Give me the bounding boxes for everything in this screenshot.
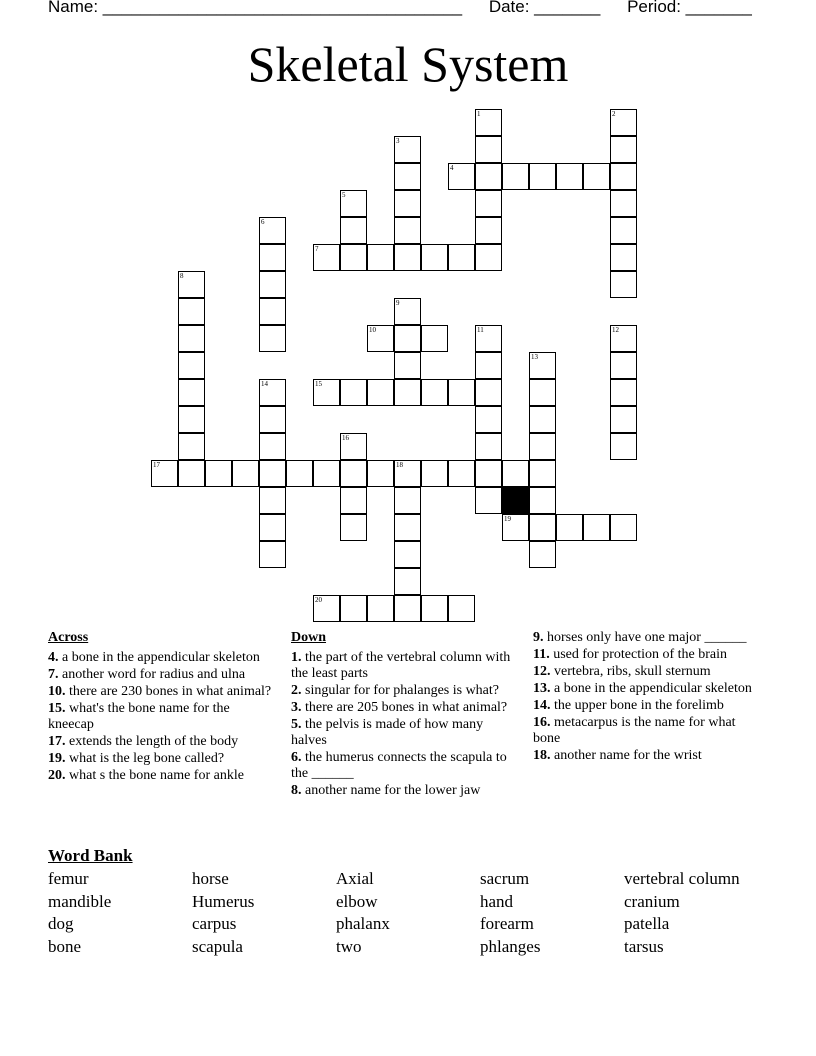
clue-number: 7 xyxy=(315,245,319,253)
clue-item xyxy=(291,650,516,682)
clue-text: singular for for phalanges is what? xyxy=(301,683,499,698)
crossword-cell[interactable] xyxy=(394,190,421,217)
word-bank-item: cranium xyxy=(624,891,680,911)
crossword-cell[interactable] xyxy=(340,217,367,244)
crossword-cell[interactable] xyxy=(448,244,475,271)
word-bank-item: tarsus xyxy=(624,937,664,957)
clue-item xyxy=(48,768,273,784)
crossword-cell[interactable] xyxy=(475,433,502,460)
clue-item xyxy=(533,630,763,646)
across-heading: Across xyxy=(48,630,89,645)
crossword-cell[interactable] xyxy=(421,244,448,271)
word-bank-item: femur xyxy=(48,869,89,888)
clue-number-label: 13. xyxy=(533,681,551,696)
crossword-cell[interactable] xyxy=(583,514,610,541)
crossword-cell[interactable] xyxy=(259,541,286,568)
crossword-cell[interactable] xyxy=(610,514,637,541)
crossword-cell[interactable] xyxy=(340,514,367,541)
clue-number-label: 4. xyxy=(48,650,59,665)
clue-number: 15 xyxy=(315,380,322,388)
clue-text: the part of the vertebral column with the least parts xyxy=(291,650,511,681)
clue-number-label: 14. xyxy=(533,698,551,713)
clue-number: 10 xyxy=(369,326,376,334)
down-clues xyxy=(291,630,516,800)
crossword-cell[interactable] xyxy=(313,595,340,622)
crossword-cell[interactable] xyxy=(394,163,421,190)
clue-item xyxy=(533,647,763,663)
clue-item xyxy=(48,751,273,767)
clue-number-label: 15. xyxy=(48,701,66,716)
clue-text: there are 230 bones in what animal? xyxy=(65,684,272,699)
word-bank-item: carpus xyxy=(192,914,237,934)
crossword-cell[interactable] xyxy=(529,433,556,460)
clue-number: 11 xyxy=(477,326,484,334)
crossword-cell[interactable] xyxy=(340,487,367,514)
word-bank xyxy=(48,868,788,959)
word-bank-item: patella xyxy=(624,914,670,934)
crossword-cell[interactable] xyxy=(448,379,475,406)
crossword-cell[interactable] xyxy=(529,541,556,568)
down-heading: Down xyxy=(291,630,327,645)
crossword-cell[interactable] xyxy=(610,109,637,136)
crossword-cell[interactable] xyxy=(178,460,205,487)
clue-text: what's the bone name for the kneecap xyxy=(48,701,230,732)
crossword-cell[interactable] xyxy=(502,460,529,487)
crossword-cell[interactable] xyxy=(475,136,502,163)
crossword-cell[interactable] xyxy=(529,163,556,190)
clue-number-label: 1. xyxy=(291,650,302,665)
crossword-cell[interactable] xyxy=(178,352,205,379)
crossword-cell[interactable] xyxy=(448,460,475,487)
clue-number: 1 xyxy=(477,110,481,118)
clue-item xyxy=(533,664,763,680)
crossword-cell[interactable] xyxy=(286,460,313,487)
crossword-cell[interactable] xyxy=(421,379,448,406)
word-bank-item: elbow xyxy=(336,891,378,911)
clue-number: 5 xyxy=(342,191,346,199)
crossword-cell[interactable] xyxy=(367,595,394,622)
crossword-cell[interactable] xyxy=(367,325,394,352)
crossword-cell[interactable] xyxy=(178,298,205,325)
word-bank-item: sacrum xyxy=(480,869,530,888)
crossword-cell[interactable] xyxy=(340,595,367,622)
crossword-cell[interactable] xyxy=(556,514,583,541)
clue-text: there are 205 bones in what animal? xyxy=(301,700,508,715)
clue-number: 4 xyxy=(450,164,454,172)
crossword-black-cell xyxy=(502,487,529,514)
clue-text: another word for radius and ulna xyxy=(58,667,246,682)
crossword-cell[interactable] xyxy=(394,595,421,622)
crossword-cell[interactable] xyxy=(502,514,529,541)
word-bank-item: dog xyxy=(48,914,74,934)
crossword-cell[interactable] xyxy=(448,595,475,622)
crossword-cell[interactable] xyxy=(610,433,637,460)
clue-item xyxy=(291,700,516,716)
clue-number-label: 10. xyxy=(48,684,66,699)
clue-item xyxy=(291,717,516,749)
clue-item xyxy=(291,750,516,782)
clue-item xyxy=(533,681,763,697)
clue-text: another name for the wrist xyxy=(550,748,702,763)
crossword-cell[interactable] xyxy=(340,460,367,487)
crossword-cell[interactable] xyxy=(394,298,421,325)
crossword-cell[interactable] xyxy=(529,406,556,433)
crossword-cell[interactable] xyxy=(610,325,637,352)
crossword-cell[interactable] xyxy=(259,406,286,433)
crossword-cell[interactable] xyxy=(259,298,286,325)
clue-item xyxy=(533,715,763,747)
crossword-cell[interactable] xyxy=(259,379,286,406)
crossword-cell[interactable] xyxy=(421,325,448,352)
crossword-cell[interactable] xyxy=(529,487,556,514)
word-bank-item: two xyxy=(336,937,362,957)
clue-text: horses only have one major ______ xyxy=(543,630,747,645)
clue-number: 17 xyxy=(153,461,160,469)
page-title: Skeletal System xyxy=(247,36,569,92)
crossword-cell[interactable] xyxy=(259,325,286,352)
clue-number: 8 xyxy=(180,272,184,280)
word-bank-item: forearm xyxy=(480,914,534,934)
crossword-cell[interactable] xyxy=(475,244,502,271)
word-bank-item: Humerus xyxy=(192,891,255,911)
crossword-cell[interactable] xyxy=(367,244,394,271)
clue-number-label: 2. xyxy=(291,683,302,698)
crossword-cell[interactable] xyxy=(475,460,502,487)
crossword-cell[interactable] xyxy=(556,163,583,190)
clue-text: the upper bone in the forelimb xyxy=(550,698,724,713)
clue-number-label: 7. xyxy=(48,667,59,682)
crossword-cell[interactable] xyxy=(610,190,637,217)
clue-number-label: 16. xyxy=(533,715,551,730)
crossword-cell[interactable] xyxy=(313,460,340,487)
crossword-cell[interactable] xyxy=(259,514,286,541)
crossword-cell[interactable] xyxy=(178,379,205,406)
crossword-cell[interactable] xyxy=(475,352,502,379)
crossword-cell[interactable] xyxy=(394,136,421,163)
crossword-cell[interactable] xyxy=(394,379,421,406)
clue-text: metacarpus is the name for what bone xyxy=(533,715,736,746)
date-field[interactable]: Date: _______ xyxy=(488,0,601,16)
word-bank-item: vertebral column xyxy=(624,869,740,888)
crossword-cell[interactable] xyxy=(583,163,610,190)
clue-number: 16 xyxy=(342,434,349,442)
crossword-cell[interactable] xyxy=(178,433,205,460)
word-bank-heading: Word Bank xyxy=(48,846,133,865)
clue-number-label: 17. xyxy=(48,734,66,749)
crossword-cell[interactable] xyxy=(340,190,367,217)
crossword-cell[interactable] xyxy=(394,568,421,595)
crossword-cell[interactable] xyxy=(205,460,232,487)
crossword-cell[interactable] xyxy=(421,595,448,622)
crossword-cell[interactable] xyxy=(448,163,475,190)
clue-number-label: 9. xyxy=(533,630,544,645)
clue-text: the humerus connects the scapula to the ______ xyxy=(291,750,507,781)
clue-item xyxy=(48,701,273,733)
clue-text: what is the leg bone called? xyxy=(65,751,225,766)
clue-text: vertebra, ribs, skull sternum xyxy=(550,664,711,679)
crossword-cell[interactable] xyxy=(367,379,394,406)
word-bank-item: phalanx xyxy=(336,914,390,934)
crossword-cell[interactable] xyxy=(178,325,205,352)
word-bank-item: Axial xyxy=(336,869,374,888)
crossword-cell[interactable] xyxy=(259,487,286,514)
crossword-cell[interactable] xyxy=(313,379,340,406)
crossword-cell[interactable] xyxy=(610,163,637,190)
crossword-cell[interactable] xyxy=(394,325,421,352)
crossword-cell[interactable] xyxy=(610,379,637,406)
clue-number: 2 xyxy=(612,110,616,118)
crossword-cell[interactable] xyxy=(178,271,205,298)
crossword-cell[interactable] xyxy=(529,514,556,541)
clue-text: extends the length of the body xyxy=(65,734,239,749)
clue-number: 19 xyxy=(504,515,511,523)
crossword-cell[interactable] xyxy=(151,460,178,487)
crossword-cell[interactable] xyxy=(394,541,421,568)
crossword-cell[interactable] xyxy=(610,352,637,379)
name-field[interactable]: Name: ______________________________________ xyxy=(48,0,463,16)
clue-number: 3 xyxy=(396,137,400,145)
down-clues-continued xyxy=(533,630,763,765)
clue-number-label: 12. xyxy=(533,664,551,679)
crossword-cell[interactable] xyxy=(259,244,286,271)
clue-number: 14 xyxy=(261,380,268,388)
word-bank-item: hand xyxy=(480,891,514,911)
clue-number-label: 18. xyxy=(533,748,551,763)
crossword-cell[interactable] xyxy=(475,190,502,217)
crossword-cell[interactable] xyxy=(610,136,637,163)
clue-number-label: 3. xyxy=(291,700,302,715)
period-field[interactable]: Period: _______ xyxy=(627,0,752,16)
clue-item xyxy=(533,698,763,714)
crossword-cell[interactable] xyxy=(475,487,502,514)
clue-number-label: 8. xyxy=(291,783,302,798)
clue-number-label: 11. xyxy=(533,647,550,662)
clue-number-label: 19. xyxy=(48,751,66,766)
crossword-cell[interactable] xyxy=(340,379,367,406)
clue-number: 6 xyxy=(261,218,265,226)
clue-item xyxy=(48,734,273,750)
crossword-cell[interactable] xyxy=(610,271,637,298)
crossword-cell[interactable] xyxy=(259,271,286,298)
clue-item xyxy=(291,683,516,699)
clue-text: another name for the lower jaw xyxy=(301,783,481,798)
crossword-cell[interactable] xyxy=(259,433,286,460)
crossword-cell[interactable] xyxy=(340,244,367,271)
crossword-cell[interactable] xyxy=(529,379,556,406)
clue-text: a bone in the appendicular skeleton xyxy=(550,681,752,696)
crossword-cell[interactable] xyxy=(610,244,637,271)
crossword-cell[interactable] xyxy=(475,379,502,406)
crossword-cell[interactable] xyxy=(475,109,502,136)
across-clues xyxy=(48,630,273,785)
crossword-cell[interactable] xyxy=(475,406,502,433)
crossword-cell[interactable] xyxy=(232,460,259,487)
crossword-cell[interactable] xyxy=(502,163,529,190)
crossword-cell[interactable] xyxy=(394,217,421,244)
word-bank-item: scapula xyxy=(192,937,243,957)
crossword-cell[interactable] xyxy=(610,406,637,433)
clue-number: 13 xyxy=(531,353,538,361)
crossword-cell[interactable] xyxy=(529,352,556,379)
crossword-cell[interactable] xyxy=(529,460,556,487)
clue-item xyxy=(533,748,763,764)
clue-text: a bone in the appendicular skeleton xyxy=(58,650,260,665)
clue-number-label: 6. xyxy=(291,750,302,765)
crossword-cell[interactable] xyxy=(340,433,367,460)
crossword-cell[interactable] xyxy=(259,217,286,244)
crossword-cell[interactable] xyxy=(394,244,421,271)
crossword-cell[interactable] xyxy=(610,217,637,244)
clue-item xyxy=(291,783,516,799)
crossword-cell[interactable] xyxy=(394,460,421,487)
word-bank-item: mandible xyxy=(48,891,112,911)
clue-item xyxy=(48,684,273,700)
crossword-cell[interactable] xyxy=(475,163,502,190)
crossword-cell[interactable] xyxy=(394,487,421,514)
clue-item xyxy=(48,667,273,683)
clue-number: 18 xyxy=(396,461,403,469)
crossword-cell[interactable] xyxy=(259,460,286,487)
clue-number: 12 xyxy=(612,326,619,334)
clue-number-label: 20. xyxy=(48,768,66,783)
crossword-cell[interactable] xyxy=(475,217,502,244)
word-bank-item: horse xyxy=(192,869,229,888)
clue-text: used for protection of the brain xyxy=(549,647,728,662)
crossword-cell[interactable] xyxy=(367,460,394,487)
clue-number-label: 5. xyxy=(291,717,302,732)
crossword-cell[interactable] xyxy=(475,325,502,352)
clue-number: 9 xyxy=(396,299,400,307)
clue-item xyxy=(48,650,273,666)
crossword-cell[interactable] xyxy=(178,406,205,433)
clue-text: what s the bone name for ankle xyxy=(65,768,244,783)
crossword-cell[interactable] xyxy=(313,244,340,271)
crossword-cell[interactable] xyxy=(394,514,421,541)
crossword-cell[interactable] xyxy=(394,352,421,379)
clue-text: the pelvis is made of how many halves xyxy=(291,717,484,748)
word-bank-item: bone xyxy=(48,937,82,957)
clue-number: 20 xyxy=(315,596,322,604)
word-bank-item: phlanges xyxy=(480,937,541,957)
crossword-cell[interactable] xyxy=(421,460,448,487)
